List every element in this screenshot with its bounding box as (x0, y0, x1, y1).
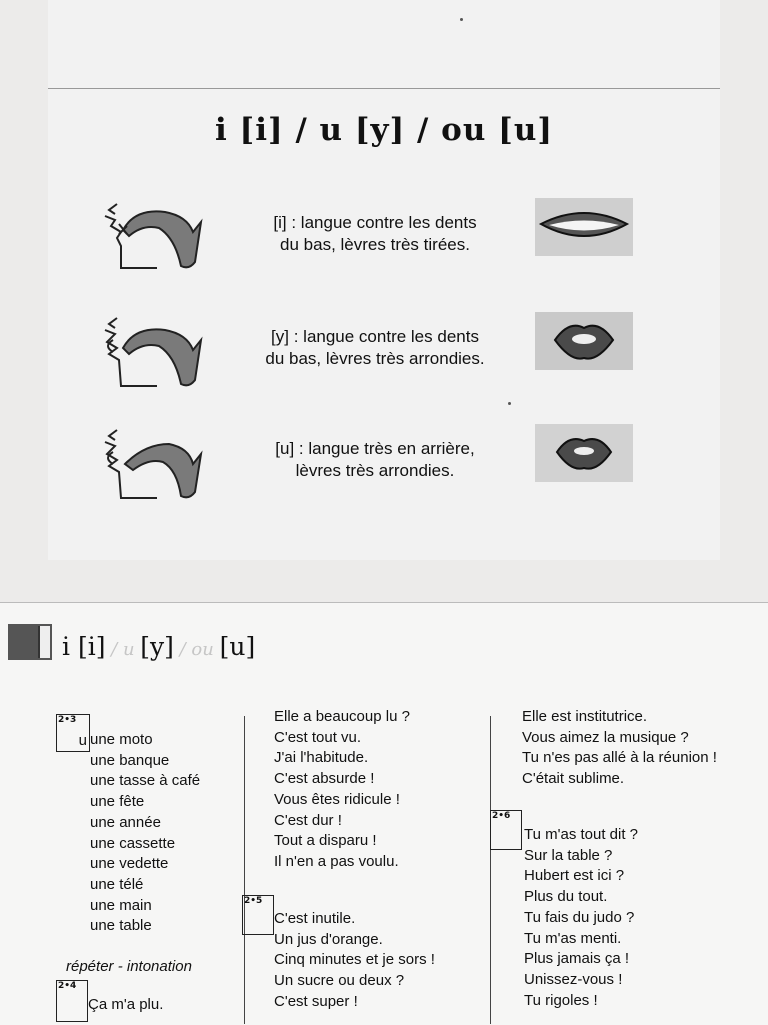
list-item: Tu m'as menti. (524, 929, 622, 947)
list-item: Vous aimez la musique ? (522, 728, 689, 746)
list-item: une tasse à café (90, 772, 201, 790)
row-u (95, 424, 655, 514)
list-item: C'est super ! (274, 992, 358, 1010)
mouth-profile-y-icon (95, 312, 210, 394)
exercise-box-2-4 (56, 980, 88, 1022)
list-item: J'ai l'habitude. (274, 749, 369, 767)
title-separator: / u (105, 639, 141, 660)
list-item: Tu rigoles ! (524, 991, 598, 1009)
title-part: i [i] (62, 632, 106, 661)
page-edge-line (48, 88, 720, 89)
list-item: une banque (90, 751, 170, 769)
list-item: Tu m'as tout dit ? (524, 826, 639, 843)
description-line: du bas, lèvres très arrondies. (265, 349, 485, 368)
list-item: Unissez-vous ! (524, 970, 623, 988)
list-item: Hubert est ici ? (524, 867, 625, 885)
description-line: du bas, lèvres très tirées. (280, 235, 470, 254)
exercise-number: 2•3 (58, 715, 77, 725)
list-item: Un sucre ou deux ? (274, 972, 405, 990)
list-item: Ça m'a plu. (88, 996, 164, 1013)
list-item: Sur la table ? (524, 846, 613, 864)
list-item: C'est absurde ! (274, 770, 375, 788)
lips-protruded-icon (535, 424, 633, 482)
list-item: C'est inutile. (274, 910, 356, 927)
sentence-list (524, 825, 638, 1011)
sentence-list (274, 909, 435, 1013)
list-item: une cassette (90, 834, 176, 852)
instruction-text: répéter - intonation (66, 958, 192, 975)
row-y (95, 312, 655, 402)
exercise-number: 2•5 (244, 896, 263, 906)
list-item: Vous êtes ridicule ! (274, 790, 400, 808)
exercise-box-2-6 (490, 810, 522, 850)
mouth-profile-u-icon (95, 424, 210, 506)
list-item: Elle a beaucoup lu ? (274, 708, 410, 725)
section-title (62, 632, 255, 661)
list-item: une table (90, 917, 152, 935)
exercise-box-2-3 (56, 714, 90, 752)
list-item: une année (90, 813, 161, 831)
list-item: C'était sublime. (522, 770, 625, 788)
speck (460, 18, 463, 21)
list-item: C'est tout vu. (274, 728, 362, 746)
mouth-profile-i-icon (95, 198, 210, 280)
sentence-list (88, 995, 163, 1016)
list-item: Tout a disparu ! (274, 832, 377, 850)
description-u (235, 438, 515, 482)
exercise-number: 2•6 (492, 811, 511, 821)
exercise-box-2-5 (242, 895, 274, 935)
list-item: Plus du tout. (524, 888, 608, 906)
title-part: [u] (219, 632, 256, 661)
description-line: [i] : langue contre les dents (273, 213, 477, 232)
lips-spread-icon (535, 198, 633, 256)
description-y (235, 326, 515, 370)
list-item: Il n'en a pas voulu. (274, 852, 399, 870)
column-divider (490, 716, 491, 1024)
description-line: [y] : langue contre les dents (271, 327, 479, 346)
list-item: Elle est institutrice. (522, 708, 648, 725)
list-item: Plus jamais ça ! (524, 950, 630, 968)
list-item: une télé (90, 875, 144, 893)
page-title: i [i] / u [y] / ou [u] (214, 112, 554, 148)
speck (508, 402, 511, 405)
title-separator: / ou (173, 639, 220, 660)
sentence-list (522, 707, 717, 790)
section-tab-marker (8, 624, 52, 660)
list-item: Cinq minutes et je sors ! (274, 951, 435, 969)
description-line: [u] : langue très en arrière, (275, 439, 475, 458)
column-divider (244, 716, 245, 1024)
lips-rounded-icon (535, 312, 633, 370)
list-item: une main (90, 896, 152, 914)
list-item: une fête (90, 793, 145, 811)
list-item: C'est dur ! (274, 811, 342, 829)
word-list (90, 730, 200, 937)
list-item: Tu n'es pas allé à la réunion ! (522, 749, 717, 767)
exercise-number: 2•4 (58, 981, 77, 991)
description-i (235, 212, 515, 256)
list-item: une vedette (90, 855, 169, 873)
list-item: Tu fais du judo ? (524, 908, 635, 926)
list-item: Un jus d'orange. (274, 930, 383, 948)
row-i (95, 198, 655, 288)
exercise-letter: u (78, 732, 87, 749)
description-line: lèvres très arrondies. (295, 461, 455, 480)
sentence-list (274, 707, 410, 873)
list-item: une moto (90, 731, 153, 748)
title-part: [y] (140, 632, 174, 661)
